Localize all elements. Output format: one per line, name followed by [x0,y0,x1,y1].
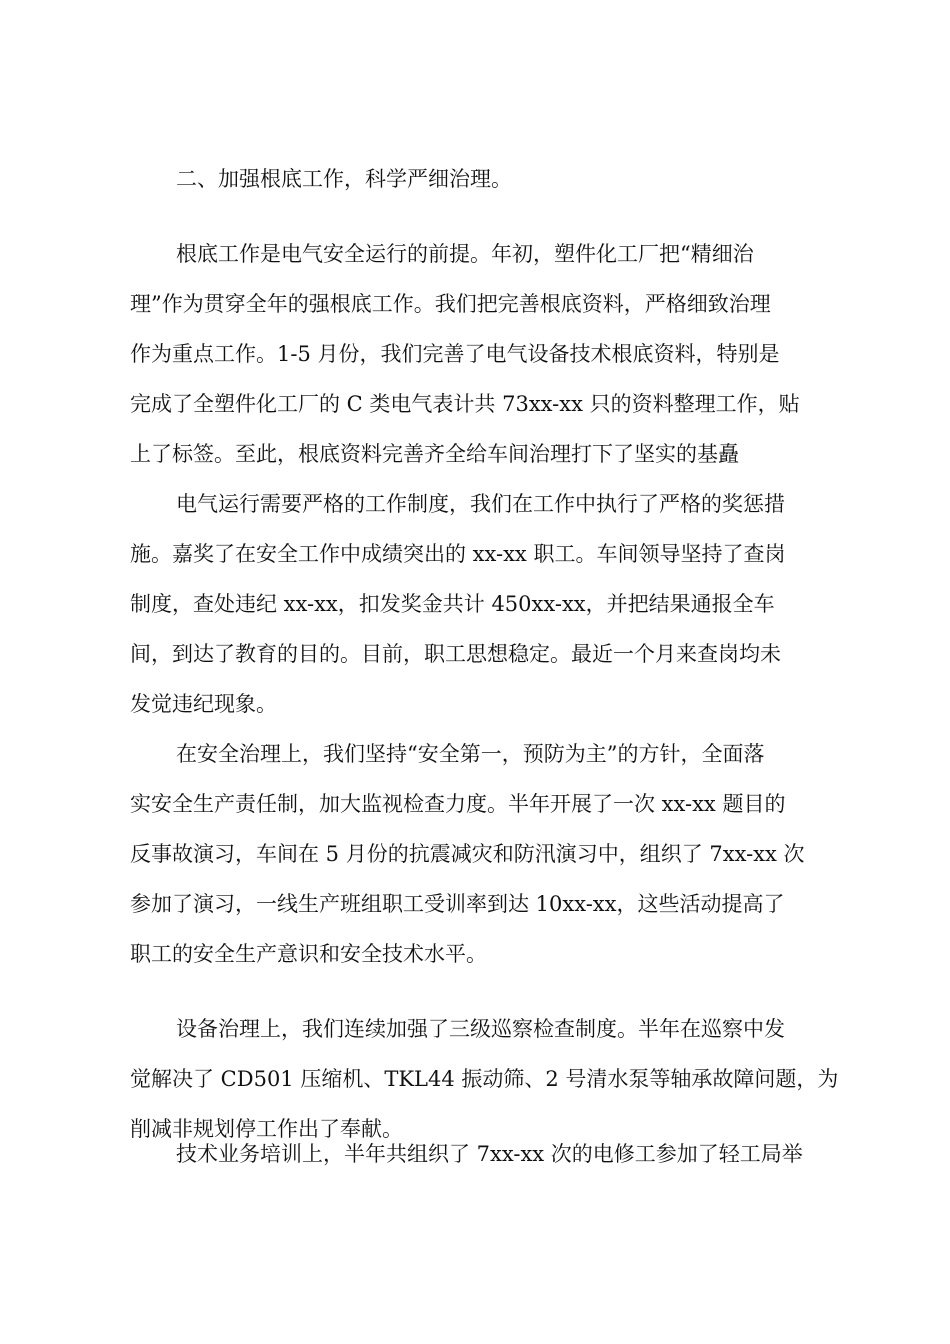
paragraph-1-line-2: 理”作为贯穿全年的强根底工作。我们把完善根底资料，严格细致治理 [130,292,771,316]
paragraph-2-line-4: 间，到达了教育的目的。目前，职工思想稳定。最近一个月来查岗均未 [130,642,781,666]
paragraph-1-line-1: 根底工作是电气安全运行的前提。年初，塑件化工厂把“精细治 [176,242,754,266]
paragraph-2-line-5: 发觉违纪现象。 [130,692,277,716]
paragraph-3-line-1: 在安全治理上，我们坚持“安全第一，预防为主”的方针，全面落 [176,742,765,766]
paragraph-4-line-1: 设备治理上，我们连续加强了三级巡察检查制度。半年在巡察中发 [176,1017,785,1041]
paragraph-1-line-3: 作为重点工作。1-5 月份，我们完善了电气设备技术根底资料，特别是 [130,342,780,366]
paragraph-2-line-3: 制度，查处违纪 xx-xx，扣发奖金共计 450xx-xx，并把结果通报全车 [130,592,775,616]
paragraph-1-line-5: 上了标签。至此，根底资料完善齐全给车间治理打下了坚实的基矗 [130,442,739,466]
paragraph-4-line-2: 觉解决了 CD501 压缩机、TKL44 振动筛、2 号清水泵等轴承故障问题，为 [130,1067,839,1091]
paragraph-5-line-1: 技术业务培训上，半年共组织了 7xx-xx 次的电修工参加了轻工局举 [176,1142,803,1166]
paragraph-3-line-3: 反事故演习，车间在 5 月份的抗震减灾和防汛演习中，组织了 7xx-xx 次 [130,842,805,866]
paragraph-3-line-5: 职工的安全生产意识和安全技术水平。 [130,942,487,966]
paragraph-1-line-4: 完成了全塑件化工厂的 C 类电气表计共 73xx-xx 只的资料整理工作，贴 [130,392,800,416]
paragraph-3-line-2: 实安全生产责任制，加大监视检查力度。半年开展了一次 xx-xx 题目的 [130,792,786,816]
paragraph-2-line-1: 电气运行需要严格的工作制度，我们在工作中执行了严格的奖惩措 [176,492,785,516]
paragraph-3-line-4: 参加了演习，一线生产班组职工受训率到达 10xx-xx，这些活动提高了 [130,892,785,916]
paragraph-2-line-2: 施。嘉奖了在安全工作中成绩突出的 xx-xx 职工。车间领导坚持了查岗 [130,542,786,566]
paragraph-4-line-3: 削减非规划停工作出了奉献。 [130,1117,403,1141]
section-heading: 二、加强根底工作，科学严细治理。 [176,167,512,191]
